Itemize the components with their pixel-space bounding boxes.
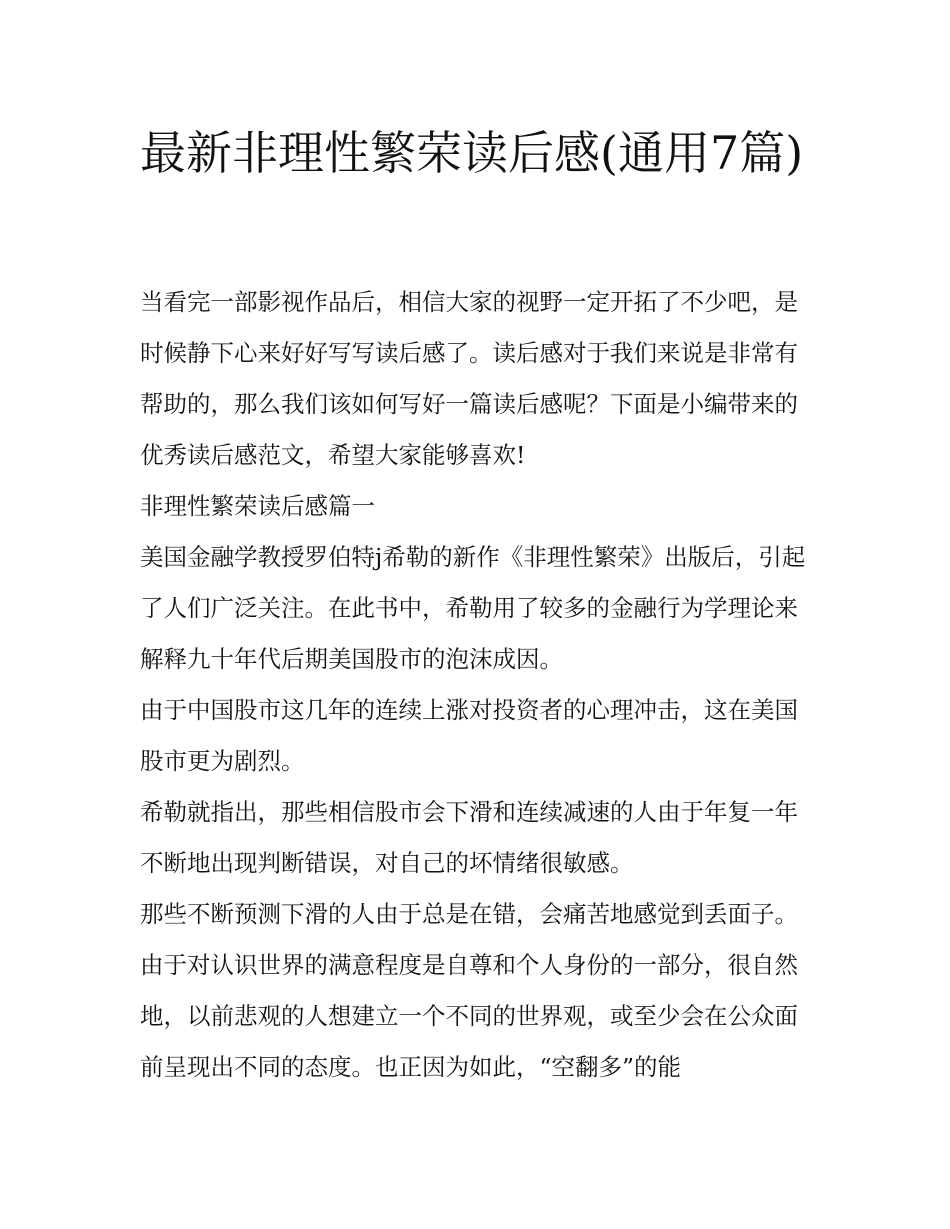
section-heading: 非理性繁荣读后感篇一 [140, 492, 375, 520]
document-body [140, 277, 820, 1093]
body-paragraph: 希勒就指出，那些相信股市会下滑和连续减速的人由于年复一年不断地出现判断错误，对自己的坏情绪很敏感。 [140, 798, 798, 877]
body-paragraph: 由于中国股市这几年的连续上涨对投资者的心理冲击，这在美国股市更为剧烈。 [140, 696, 798, 775]
document-title: 最新非理性繁荣读后感(通用7篇) [140, 126, 804, 180]
body-paragraph: 那些不断预测下滑的人由于总是在错，会痛苦地感觉到丢面子。由于对认识世界的满意程度是自尊和个人身份的一部分，很自然地，以前悲观的人想建立一个不同的世界观，或至少会在公众面前呈现出不同的态度。也正因为如此，“空翻多”的能 [140, 900, 798, 1081]
intro-paragraph: 当看完一部影视作品后，相信大家的视野一定开拓了不少吧，是时候静下心来好好写写读后感了。读后感对于我们来说是非常有帮助的，那么我们该如何写好一篇读后感呢？下面是小编带来的优秀读后感范文，希望大家能够喜欢! [140, 288, 798, 469]
body-paragraph: 美国金融学教授罗伯特j希勒的新作《非理性繁荣》出版后，引起了人们广泛关注。在此书中，希勒用了较多的金融行为学理论来解释九十年代后期美国股市的泡沫成因。 [140, 543, 806, 673]
